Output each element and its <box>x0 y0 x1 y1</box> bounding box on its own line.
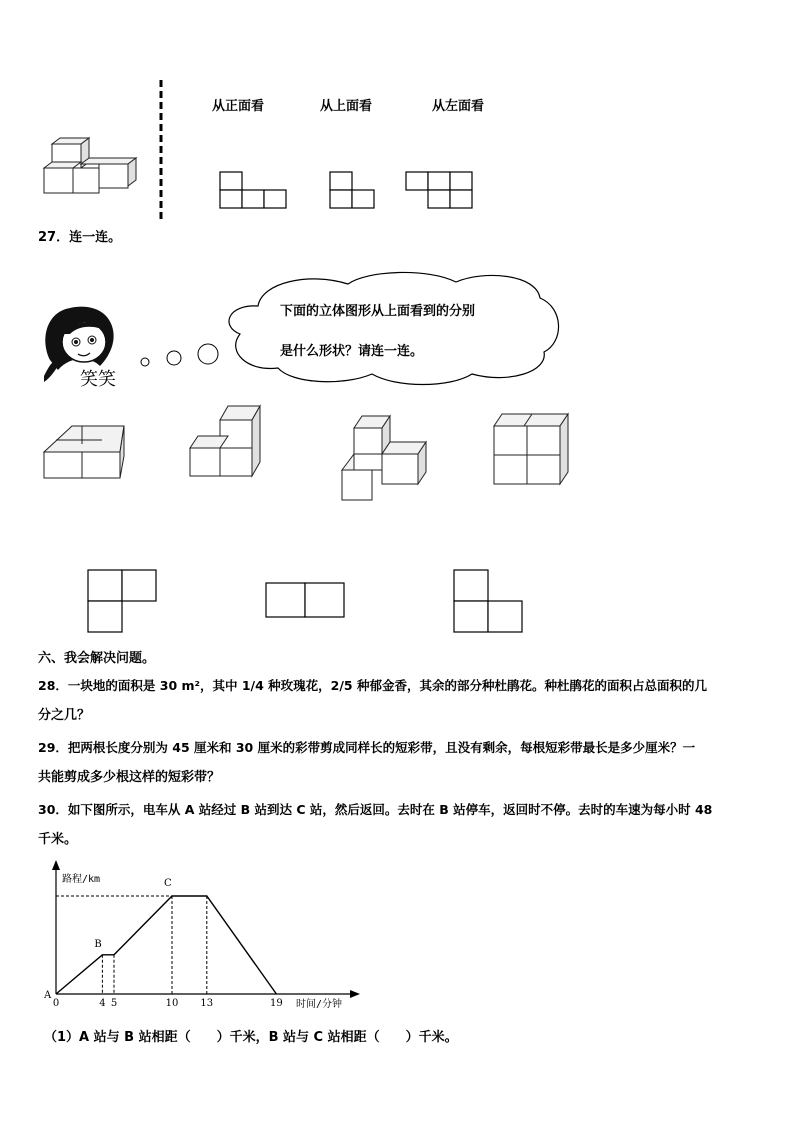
distance-time-chart <box>38 858 368 1014</box>
thought-bubble-circles <box>138 340 222 370</box>
x-axis-arrow <box>350 990 360 998</box>
bubble-line-1: 下面的立体图形从上面看到的分别 <box>280 304 476 319</box>
solid-figure-2 <box>188 404 264 480</box>
plane-shape-3 <box>454 570 524 634</box>
q30-line-1: 30．如下图所示，电车从 A 站经过 B 站到达 C 站，然后返回。去时在 B 站停车，返回时不停。去时的车速为每小时 48 <box>38 802 713 817</box>
view-label-top: 从上面看 <box>320 99 373 114</box>
isometric-cube-figure <box>40 138 140 194</box>
section-six-heading: 六、我会解决问题。 <box>38 651 156 666</box>
q27-label: 27．连一连。 <box>38 230 122 245</box>
solid-figure-1 <box>42 422 126 480</box>
left-view-grid <box>406 172 476 212</box>
y-axis-label: 路程/km <box>62 874 101 885</box>
point-label-b: B <box>94 938 102 950</box>
dashed-divider <box>158 80 164 222</box>
q28-line-2: 分之几？ <box>38 708 91 723</box>
solid-figure-4 <box>492 412 570 484</box>
solid-figure-3 <box>340 414 430 502</box>
q29-line-2: 共能剪成多少根这样的短彩带？ <box>38 770 221 785</box>
x-tick-label-10: 10 <box>165 998 179 1009</box>
thought-bubble-cloud <box>218 268 564 386</box>
front-view-grid <box>220 172 290 212</box>
point-label-a: A <box>44 990 52 1001</box>
x-tick-label-0: 0 <box>52 998 60 1009</box>
x-tick-label-13: 13 <box>200 998 214 1009</box>
y-axis-arrow <box>52 860 60 870</box>
q29-line-1: 29．把两根长度分别为 45 厘米和 30 厘米的彩带剪成同样长的短彩带，且没有剩余，每根短彩带最长是多少厘米？一 <box>38 740 696 755</box>
plane-shape-1 <box>88 570 158 634</box>
bubble-line-2: 是什么形状？请连一连。 <box>280 344 424 359</box>
q30-line-2: 千米。 <box>38 832 78 847</box>
character-name: 笑笑 <box>80 369 116 390</box>
top-view-grid <box>330 172 380 212</box>
q28-line-1: 28．一块地的面积是 30 m²，其中 1/4 种玫瑰花，2/5 种郁金香，其余的部分种杜鹃花。种杜鹃花的面积占总面积的几 <box>38 678 707 693</box>
view-label-front: 从正面看 <box>212 99 265 114</box>
q30-sub-question-1: （1）A 站与 B 站相距（ ）千米，B 站与 C 站相距（ ）千米。 <box>44 1030 458 1045</box>
route-line <box>56 896 276 994</box>
x-tick-label-19: 19 <box>270 998 283 1009</box>
x-tick-label-5: 5 <box>110 998 118 1009</box>
x-axis-label: 时间/分钟 <box>296 999 343 1010</box>
view-label-left: 从左面看 <box>432 99 485 114</box>
x-tick-label-4: 4 <box>99 998 106 1009</box>
point-label-c: C <box>164 878 172 889</box>
plane-shape-2 <box>266 583 346 619</box>
